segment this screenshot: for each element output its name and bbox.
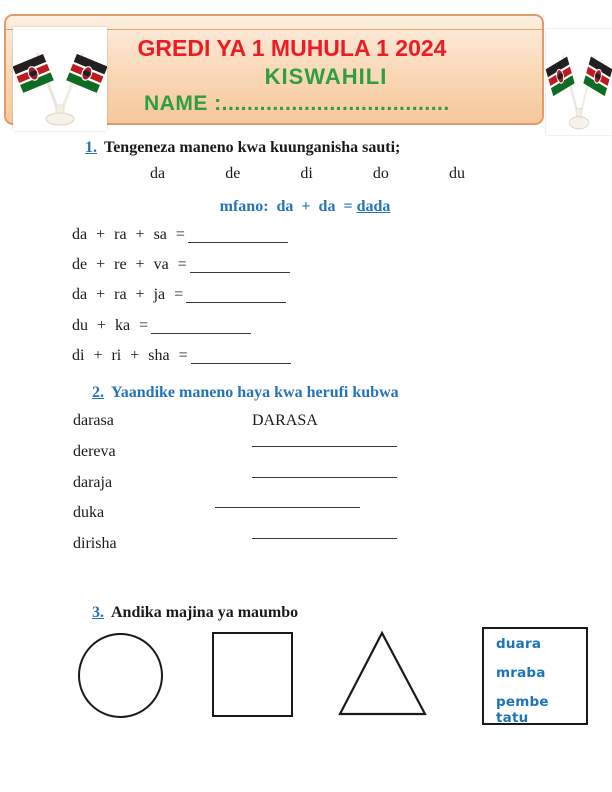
word-row bbox=[73, 474, 553, 505]
subject-title: KISWAHILI bbox=[264, 64, 388, 89]
exercise-2-heading bbox=[92, 384, 399, 402]
answer-uppercase: DARASA bbox=[252, 412, 318, 429]
answer-blank bbox=[215, 507, 360, 508]
word-row bbox=[73, 535, 553, 566]
syllable-row bbox=[150, 165, 465, 183]
kenya-crossed-flags-icon bbox=[546, 29, 612, 135]
word-bank-box bbox=[482, 627, 588, 725]
exercise-3-heading bbox=[92, 604, 298, 622]
square-shape bbox=[212, 632, 293, 717]
answer-blank bbox=[188, 242, 288, 243]
exercise-1-title: Tengeneza maneno kwa kuunganisha sauti; bbox=[104, 139, 401, 156]
equation-row bbox=[72, 286, 291, 316]
equation-text: di + ri + sha = bbox=[72, 346, 188, 364]
equation-row bbox=[72, 226, 291, 256]
word-row bbox=[73, 443, 553, 474]
syllable: da bbox=[150, 165, 166, 182]
kenya-crossed-flags-icon bbox=[13, 27, 107, 131]
exercise-3-number: 3. bbox=[92, 604, 104, 621]
page-title: GREDI YA 1 MUHULA 1 2024 bbox=[137, 35, 447, 61]
word-bank-item: mraba bbox=[496, 665, 546, 681]
exercise-1-number: 1. bbox=[85, 139, 97, 156]
exercise-1-heading bbox=[85, 139, 400, 157]
word-bank-item: pembe tatu bbox=[496, 694, 549, 726]
equation-text: du + ka = bbox=[72, 316, 149, 334]
answer-blank bbox=[252, 446, 397, 447]
word-bank-item: duara bbox=[496, 636, 542, 652]
kenya-flags-left-image bbox=[13, 27, 107, 131]
answer-blank bbox=[191, 363, 291, 364]
word-list bbox=[73, 412, 553, 566]
answer-blank bbox=[190, 272, 290, 273]
word-row bbox=[73, 504, 553, 535]
word-row bbox=[73, 412, 553, 443]
example-line bbox=[150, 198, 460, 216]
answer-blank bbox=[151, 333, 251, 334]
equation-row bbox=[72, 256, 291, 286]
kenya-flags-right-image bbox=[546, 29, 612, 135]
answer-blank bbox=[186, 302, 286, 303]
word-label: dereva bbox=[73, 442, 116, 460]
syllable: du bbox=[448, 165, 465, 182]
equation-text: da + ra + ja = bbox=[72, 286, 184, 304]
word-label: darasa bbox=[73, 412, 114, 429]
equation-text: de + re + va = bbox=[72, 256, 187, 274]
name-line: NAME :.................................... bbox=[144, 92, 450, 115]
exercise-2-number: 2. bbox=[92, 384, 104, 401]
circle-shape bbox=[78, 633, 163, 718]
word-label: dirisha bbox=[73, 535, 117, 553]
word-label: daraja bbox=[73, 473, 113, 491]
equation-row bbox=[72, 347, 291, 377]
syllable: di bbox=[300, 165, 313, 182]
example-text: mfano: da + da = bbox=[219, 198, 353, 215]
equation-row bbox=[72, 317, 291, 347]
answer-blank bbox=[252, 538, 397, 539]
equation-list bbox=[72, 226, 291, 377]
syllable: de bbox=[225, 165, 241, 182]
word-label: duka bbox=[73, 504, 105, 522]
equation-text: da + ra + sa = bbox=[72, 226, 185, 243]
syllable: do bbox=[372, 165, 389, 182]
triangle-shape bbox=[334, 629, 430, 718]
exercise-3-title: Andika majina ya maumbo bbox=[111, 604, 299, 621]
answer-blank bbox=[252, 477, 397, 478]
exercise-2-title: Yaandike maneno haya kwa herufi kubwa bbox=[111, 384, 399, 401]
example-answer: dada bbox=[356, 198, 391, 215]
